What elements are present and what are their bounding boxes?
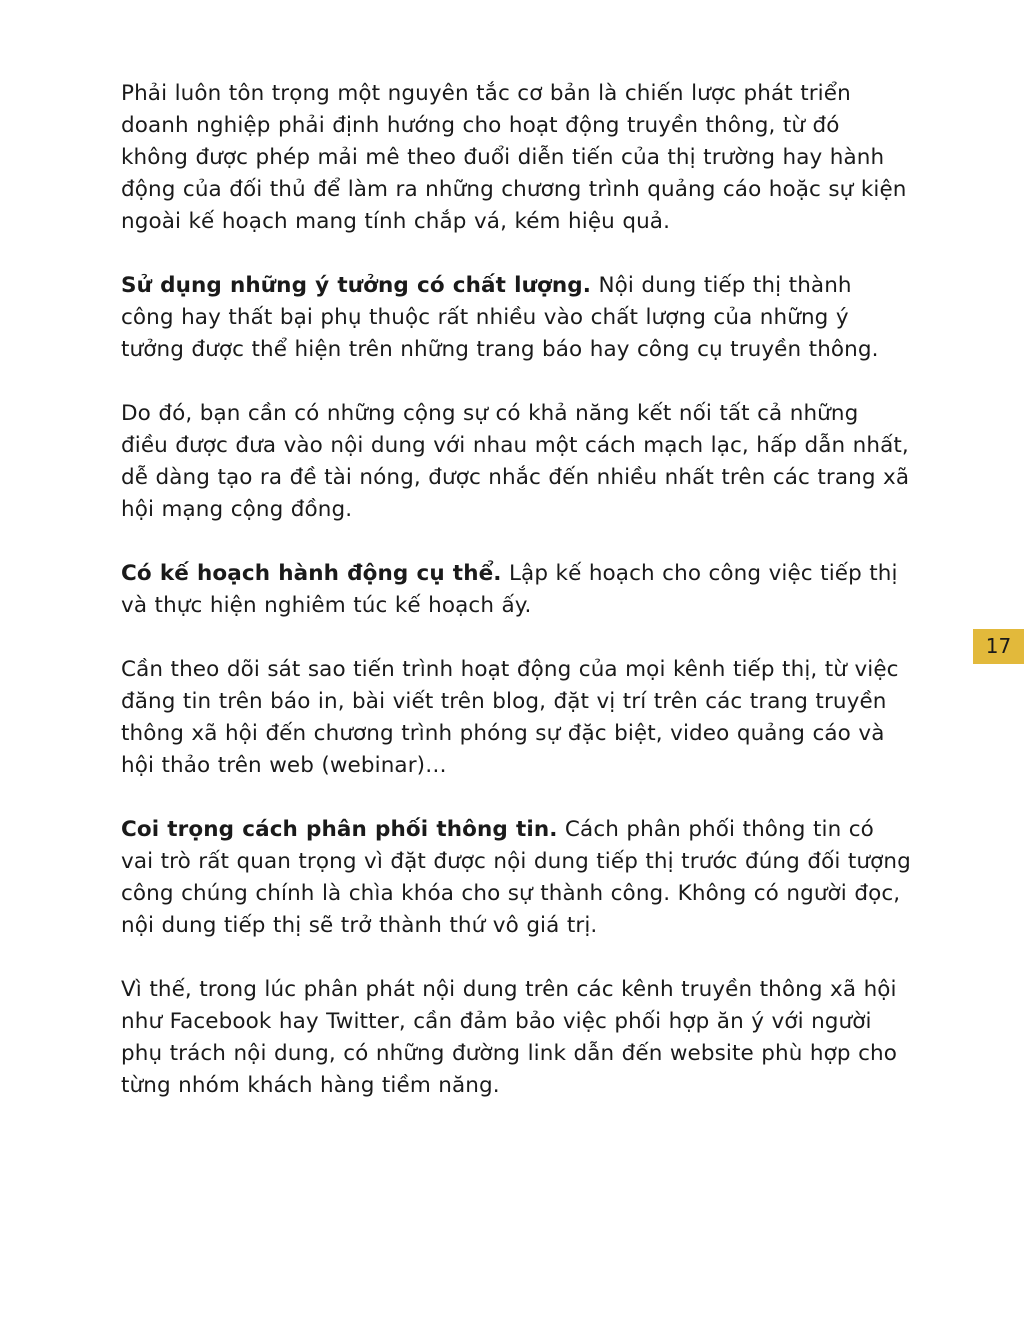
paragraph-monitoring: [121, 654, 911, 782]
paragraph-distribution: [121, 814, 911, 942]
paragraph-principle: [121, 78, 911, 238]
paragraph-text: Cần theo dõi sát sao tiến trình hoạt động của mọi kênh tiếp thị, từ việc đăng tin trên báo in, bài viết trên blog, đặt vị trí trên các trang truyền thông xã hội đến chương trình phóng sự đặc biệt, video quảng cáo và hội thảo trên web (webinar)…: [121, 657, 899, 778]
paragraph-action-plan: [121, 558, 911, 622]
page-body: [121, 78, 911, 1134]
paragraph-lead-heading: Coi trọng cách phân phối thông tin.: [121, 817, 558, 842]
paragraph-text: Lập kế hoạch cho công việc tiếp thị và thực hiện nghiêm túc kế hoạch ấy.: [121, 561, 898, 618]
paragraph-social-channels: [121, 974, 911, 1102]
paragraph-lead-heading: Sử dụng những ý tưởng có chất lượng.: [121, 273, 592, 298]
paragraph-quality-ideas: [121, 270, 911, 366]
paragraph-text: Cách phân phối thông tin có vai trò rất quan trọng vì đặt được nội dung tiếp thị trước đúng đối tượng công chúng chính là chìa khóa cho sự thành công. Không có người đọc, nội dung tiếp thị sẽ trở thành thứ vô giá trị.: [121, 817, 911, 938]
paragraph-text: Nội dung tiếp thị thành công hay thất bại phụ thuộc rất nhiều vào chất lượng của những ý tưởng được thể hiện trên những trang báo hay công cụ truyền thông.: [121, 273, 879, 362]
paragraph-text: Do đó, bạn cần có những cộng sự có khả năng kết nối tất cả những điều được đưa vào nội dung với nhau một cách mạch lạc, hấp dẫn nhất, dễ dàng tạo ra đề tài nóng, được nhắc đến nhiều nhất trên các trang xã hội mạng cộng đồng.: [121, 401, 910, 522]
page-number-badge: 17: [973, 629, 1024, 664]
paragraph-text: Phải luôn tôn trọng một nguyên tắc cơ bản là chiến lược phát triển doanh nghiệp phải định hướng cho hoạt động truyền thông, từ đó không được phép mải mê theo đuổi diễn tiến của thị trường hay hành động của đối thủ để làm ra những chương trình quảng cáo hoặc sự kiện ngoài kế hoạch mang tính chắp vá, kém hiệu quả.: [121, 81, 907, 234]
paragraph-lead-heading: Có kế hoạch hành động cụ thể.: [121, 561, 502, 586]
paragraph-text: Vì thế, trong lúc phân phát nội dung trên các kênh truyền thông xã hội như Facebook hay Twitter, cần đảm bảo việc phối hợp ăn ý với người phụ trách nội dung, có những đường link dẫn đến website phù hợp cho từng nhóm khách hàng tiềm năng.: [121, 977, 897, 1098]
paragraph-collaborators: [121, 398, 911, 526]
